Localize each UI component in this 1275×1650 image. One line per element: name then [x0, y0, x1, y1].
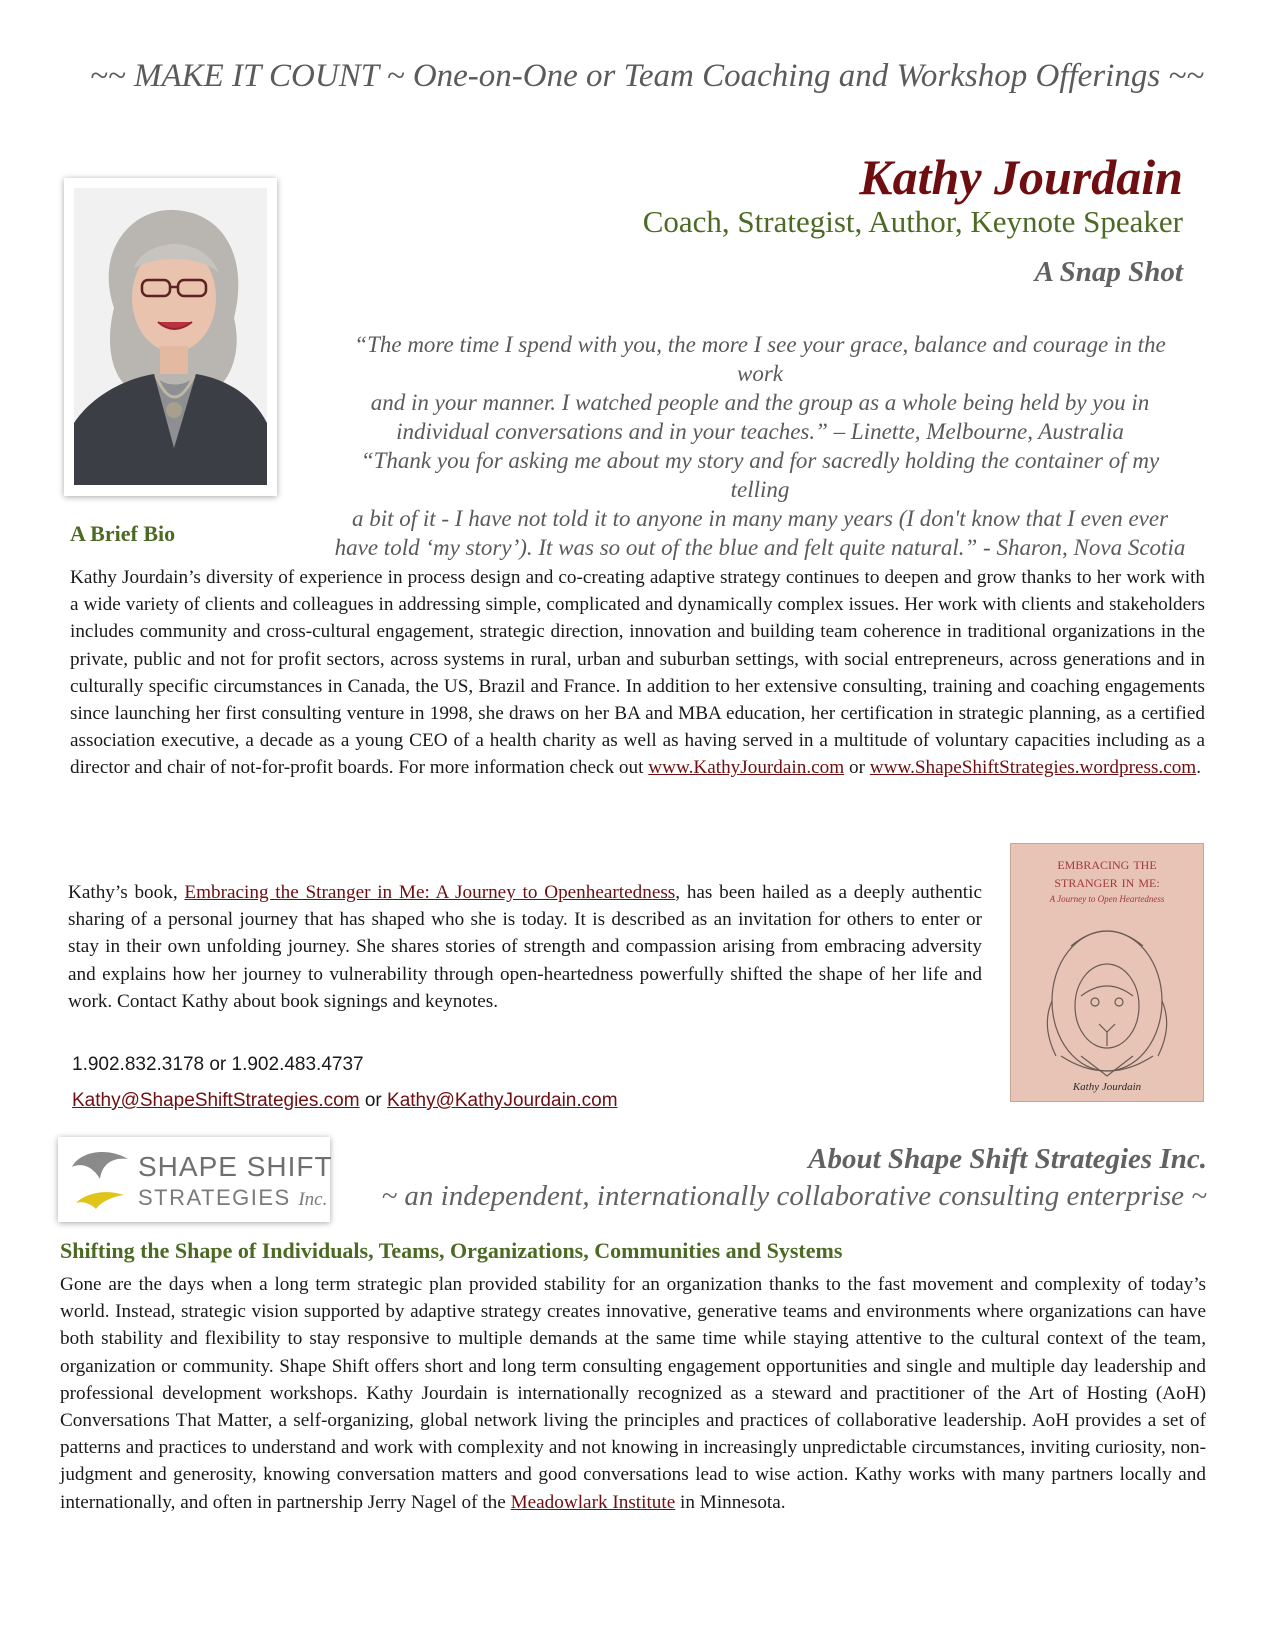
- name-heading: Kathy Jourdain: [859, 149, 1183, 205]
- cover-word: IN: [1121, 876, 1135, 890]
- cover-word: STRANGER: [1054, 876, 1118, 890]
- book-cover-author: Kathy Jourdain: [1072, 1081, 1142, 1093]
- cover-word: ME:: [1138, 876, 1160, 890]
- snapshot-heading: A Snap Shot: [1034, 256, 1183, 288]
- book-paragraph: [68, 879, 982, 1015]
- cover-word: EMBRACING: [1057, 858, 1130, 872]
- quote-line: and in your manner. I watched people and the group as a whole being held by you in: [370, 390, 1150, 415]
- about-heading: About Shape Shift Strategies Inc.: [808, 1143, 1207, 1175]
- quote-line: “The more time I spend with you, the more I see your grace, balance and courage in the work: [354, 332, 1166, 386]
- book-description: , has been hailed as a deeply authentic sharing of a personal journey that has shaped who she is today. It is described as an invitation for others to enter or stay in their own unfolding journey. She shares stories of strength and compassion arising from embracing adversity and explains how her journey to vulnerability through open-heartedness powerfully shifted the shape of her life and work. Contact Kathy about book signings and keynotes.: [68, 882, 982, 1012]
- shapeshift-wordpress-link[interactable]: www.ShapeShiftStrategies.wordpress.com: [869, 757, 1197, 779]
- testimonial-sharon: [330, 446, 1190, 562]
- logo-text-strategies: [138, 1185, 327, 1211]
- profile-photo: [64, 178, 277, 496]
- bio-heading: A Brief Bio: [70, 521, 176, 546]
- book-title-link[interactable]: Embracing the Stranger in Me: A Journey to Openheartedness: [184, 882, 676, 903]
- about-paragraph: [60, 1271, 1206, 1516]
- book-cover-title: [1011, 856, 1203, 892]
- portrait-illustration: [74, 188, 267, 485]
- book-cover-subtitle: A Journey to Open Heartedness: [1049, 894, 1165, 904]
- lion-illustration-icon: [1011, 906, 1203, 1096]
- logo-text-shape-shift: SHAPE SHIFT: [138, 1151, 333, 1182]
- email-shapeshift-link[interactable]: Kathy@ShapeShiftStrategies.com: [72, 1090, 360, 1111]
- logo-inc: Inc.: [298, 1189, 328, 1210]
- page-banner: ~~ MAKE IT COUNT ~ One-on-One or Team Coaching and Workshop Offerings ~~: [90, 58, 1205, 94]
- about-subtitle: ~ an independent, internationally collaborative consulting enterprise ~: [381, 1180, 1207, 1212]
- shifting-heading: Shifting the Shape of Individuals, Teams, Organizations, Communities and Systems: [60, 1238, 843, 1263]
- quote-line: “Thank you for asking me about my story and for sacredly holding the container of my telling: [360, 448, 1160, 502]
- bio-text: Kathy Jourdain’s diversity of experience in process design and co-creating adaptive strategy continues to deepen and grow thanks to her work with a wide variety of clients and colleagues in addressing simple, complicated and dynamically complex issues. Her work with clients and stakeholders includes community and cross-cultural engagement, strategic direction, innovation and building team coherence in traditional organizations in the private, public and not for profit sectors, across systems in rural, urban and suburban settings, with social entrepreneurs, across generations and in culturally specific circumstances in Canada, the US, Brazil and France. In addition to her extensive consulting, training and coaching engagements since launching her first consulting venture in 1998, she draws on her BA and MBA education, her certification in strategic planning, as a certified association executive, a decade as a young CEO of a health charity as well as having served in a multitude of voluntary capacities including as a director and chair of not-for-profit boards. For more information check out: [70, 567, 1205, 779]
- quote-line: have told ‘my story’). It was so out of the blue and felt quite natural.” - Sharon, Nova Scotia: [334, 535, 1186, 560]
- portrait-image: [74, 188, 267, 485]
- logo-strategies: STRATEGIES: [138, 1185, 291, 1210]
- meadowlark-institute-link[interactable]: Meadowlark Institute: [510, 1491, 676, 1513]
- logo-leaf-icon: [66, 1145, 136, 1215]
- email-or: or: [359, 1090, 388, 1111]
- quote-line: a bit of it - I have not told it to anyone in many many years (I don't know that I even ever: [351, 506, 1169, 531]
- shape-shift-logo: [58, 1137, 333, 1222]
- book-intro: Kathy’s book,: [68, 882, 185, 903]
- bio-paragraph: [70, 564, 1205, 782]
- phone-numbers: 1.902.832.3178 or 1.902.483.4737: [72, 1054, 364, 1075]
- email-kathyjourdain-link[interactable]: Kathy@KathyJourdain.com: [387, 1090, 618, 1111]
- cover-word: THE: [1133, 858, 1157, 872]
- email-line: [72, 1090, 618, 1112]
- about-text: Gone are the days when a long term strategic plan provided stability for an organization thanks to the fast movement and complexity of today’s world. Instead, strategic vision supported by adaptive strategy creates innovative, generative teams and environments where organizations can have both stability and flexibility to stay responsive to multiple demands at the same time while staying attentive to the cultural context of the team, organization or community. Shape Shift offers short and long term consulting engagement opportunities and single and multiple day leadership and professional development workshops. Kathy Jourdain is internationally recognized as a steward and practitioner of the Art of Hosting (AoH) Conversations That Matter, a self-organizing, global network living the principles and practices of collaborative leadership. AoH provides a set of patterns and practices to understand and work with complexity and not knowing in increasingly unpredictable circumstances, inviting curiosity, non-judgment and generosity, knowing conversation matters and good conversations lead to wise action. Kathy works with many partners locally and internationally, and often in partnership Jerry Nagel of the: [60, 1274, 1206, 1513]
- testimonial-linette: [330, 330, 1190, 446]
- bio-or: or: [844, 757, 870, 779]
- about-end: in Minnesota.: [675, 1491, 786, 1513]
- kathyjourdain-link[interactable]: www.KathyJourdain.com: [648, 757, 845, 779]
- book-cover-image: [1010, 843, 1204, 1102]
- quote-line: individual conversations and in your teaches.” – Linette, Melbourne, Australia: [396, 419, 1124, 444]
- roles-subtitle: Coach, Strategist, Author, Keynote Speaker: [642, 204, 1183, 239]
- bio-end: .: [1196, 757, 1202, 779]
